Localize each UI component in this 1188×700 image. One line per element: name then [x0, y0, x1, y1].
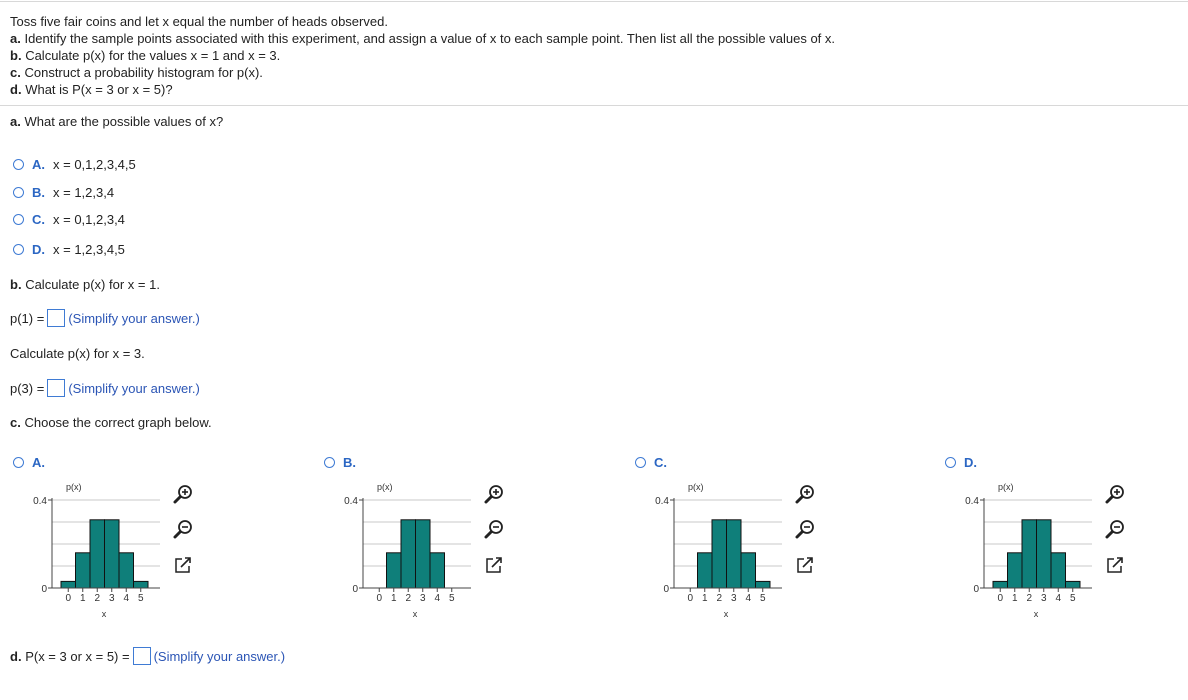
- x-tick-label: 0: [376, 593, 383, 604]
- x-tick-label: 0: [687, 593, 694, 604]
- popout-icon[interactable]: [487, 556, 503, 572]
- graph-option-b[interactable]: B. 0 1 2 3 4 5 0.4 0 p(x) x: [321, 455, 631, 630]
- graph-option-a[interactable]: A. 0 1 2 3 4 5 0.4 0 p(x) x: [10, 455, 320, 630]
- histogram-bar: [1008, 553, 1023, 588]
- histogram-bar: [105, 520, 120, 588]
- zoom-out-icon[interactable]: [175, 521, 191, 537]
- histogram-bar: [741, 553, 756, 588]
- zoom-out-icon[interactable]: [1107, 521, 1123, 537]
- part-a-option-b[interactable]: B. x = 1,2,3,4: [13, 184, 114, 200]
- x-tick-label: 1: [79, 593, 86, 604]
- graph-option-c[interactable]: C. 0 1 2 3 4 5 0.4 0 p(x) x: [632, 455, 942, 630]
- x-tick-label: 3: [1040, 593, 1047, 604]
- part-d-row: d. P(x = 3 or x = 5) = (Simplify your answer.): [10, 648, 286, 664]
- x-tick-label: 4: [1055, 593, 1062, 604]
- top-divider: [0, 1, 1188, 2]
- y-tick-label: 0.4: [344, 496, 358, 507]
- histogram-bar: [698, 553, 713, 588]
- popout-icon[interactable]: [1108, 556, 1124, 572]
- x-axis-label: x: [101, 609, 107, 619]
- part-c-question: c. Choose the correct graph below.: [10, 415, 212, 430]
- part-b-question: b. Calculate p(x) for x = 1.: [10, 277, 160, 292]
- x-tick-label: 5: [1069, 593, 1076, 604]
- histogram-bar: [76, 553, 91, 588]
- x-axis-label: x: [723, 609, 729, 619]
- x-tick-label: 1: [390, 593, 397, 604]
- x-axis-label: x: [1033, 609, 1039, 619]
- radio-button[interactable]: [13, 159, 24, 170]
- x-tick-label: 3: [108, 593, 115, 604]
- histogram-bar: [1051, 553, 1066, 588]
- graph-option-d[interactable]: D. 0 1 2 3 4 5 0.4 0 p(x) x: [942, 455, 1188, 630]
- y-tick-label: 0: [41, 584, 47, 595]
- histogram-c: [632, 455, 942, 630]
- x-tick-label: 2: [405, 593, 412, 604]
- zoom-in-icon[interactable]: [175, 486, 191, 502]
- histogram-bar: [756, 581, 771, 588]
- x-tick-label: 0: [65, 593, 72, 604]
- part-a-option-c[interactable]: C. x = 0,1,2,3,4: [13, 211, 125, 227]
- y-axis-label: p(x): [998, 482, 1014, 492]
- problem-item-c: c. Construct a probability histogram for p(x).: [10, 65, 263, 80]
- problem-item-a: a. Identify the sample points associated with this experiment, and assign a value of x to each sample point. Then list all the possible values of x.: [10, 31, 836, 46]
- y-axis-label: p(x): [66, 482, 82, 492]
- radio-button[interactable]: [13, 187, 24, 198]
- histogram-bar: [61, 581, 76, 588]
- histogram-bar: [993, 581, 1008, 588]
- section-divider: [0, 105, 1188, 106]
- x-tick-label: 4: [434, 593, 441, 604]
- problem-item-d: d. What is P(x = 3 or x = 5)?: [10, 82, 173, 97]
- histogram-bar: [387, 553, 402, 588]
- y-tick-label: 0: [663, 584, 669, 595]
- histogram-bar: [416, 520, 431, 588]
- x-tick-label: 5: [137, 593, 144, 604]
- histogram-bar: [90, 520, 105, 588]
- problem-intro: Toss five fair coins and let x equal the number of heads observed.: [10, 14, 388, 29]
- p3-answer-input[interactable]: [47, 379, 65, 397]
- p3-answer-row: p(3) = (Simplify your answer.): [10, 380, 200, 396]
- p1-answer-input[interactable]: [47, 309, 65, 327]
- problem-statement: [10, 13, 835, 98]
- radio-button[interactable]: [13, 214, 24, 225]
- histogram-bar: [1022, 520, 1037, 588]
- part-a-question: a. What are the possible values of x?: [10, 114, 224, 129]
- zoom-out-icon[interactable]: [797, 521, 813, 537]
- y-tick-label: 0.4: [965, 496, 979, 507]
- histogram-bar: [134, 581, 149, 588]
- histogram-bar: [430, 553, 445, 588]
- histogram-bar: [727, 520, 742, 588]
- x-tick-label: 3: [730, 593, 737, 604]
- x-tick-label: 2: [716, 593, 723, 604]
- x-tick-label: 5: [448, 593, 455, 604]
- part-b-question-2: Calculate p(x) for x = 3.: [10, 346, 145, 361]
- histogram-a: [10, 455, 320, 630]
- problem-item-b: b. Calculate p(x) for the values x = 1 and x = 3.: [10, 48, 281, 63]
- x-tick-label: 0: [997, 593, 1004, 604]
- x-tick-label: 5: [759, 593, 766, 604]
- popout-icon[interactable]: [798, 556, 814, 572]
- histogram-d: [942, 455, 1188, 630]
- y-tick-label: 0.4: [655, 496, 669, 507]
- histogram-bar: [1037, 520, 1052, 588]
- y-tick-label: 0: [352, 584, 358, 595]
- y-axis-label: p(x): [688, 482, 704, 492]
- y-axis-label: p(x): [377, 482, 393, 492]
- x-tick-label: 1: [701, 593, 708, 604]
- x-tick-label: 1: [1011, 593, 1018, 604]
- radio-button[interactable]: [13, 244, 24, 255]
- zoom-in-icon[interactable]: [486, 486, 502, 502]
- histogram-bar: [401, 520, 416, 588]
- p1-answer-row: p(1) = (Simplify your answer.): [10, 310, 200, 326]
- x-tick-label: 2: [94, 593, 101, 604]
- y-tick-label: 0.4: [33, 496, 47, 507]
- part-a-option-d[interactable]: D. x = 1,2,3,4,5: [13, 241, 125, 257]
- y-tick-label: 0: [973, 584, 979, 595]
- x-tick-label: 4: [745, 593, 752, 604]
- x-axis-label: x: [412, 609, 418, 619]
- histogram-bar: [119, 553, 134, 588]
- popout-icon[interactable]: [176, 556, 192, 572]
- x-tick-label: 4: [123, 593, 130, 604]
- zoom-in-icon[interactable]: [797, 486, 813, 502]
- histogram-b: [321, 455, 631, 630]
- part-a-option-a[interactable]: A. x = 0,1,2,3,4,5: [13, 156, 136, 172]
- zoom-out-icon[interactable]: [486, 521, 502, 537]
- histogram-bar: [1066, 581, 1081, 588]
- x-tick-label: 3: [419, 593, 426, 604]
- zoom-in-icon[interactable]: [1107, 486, 1123, 502]
- part-d-answer-input[interactable]: [133, 647, 151, 665]
- histogram-bar: [712, 520, 727, 588]
- x-tick-label: 2: [1026, 593, 1033, 604]
